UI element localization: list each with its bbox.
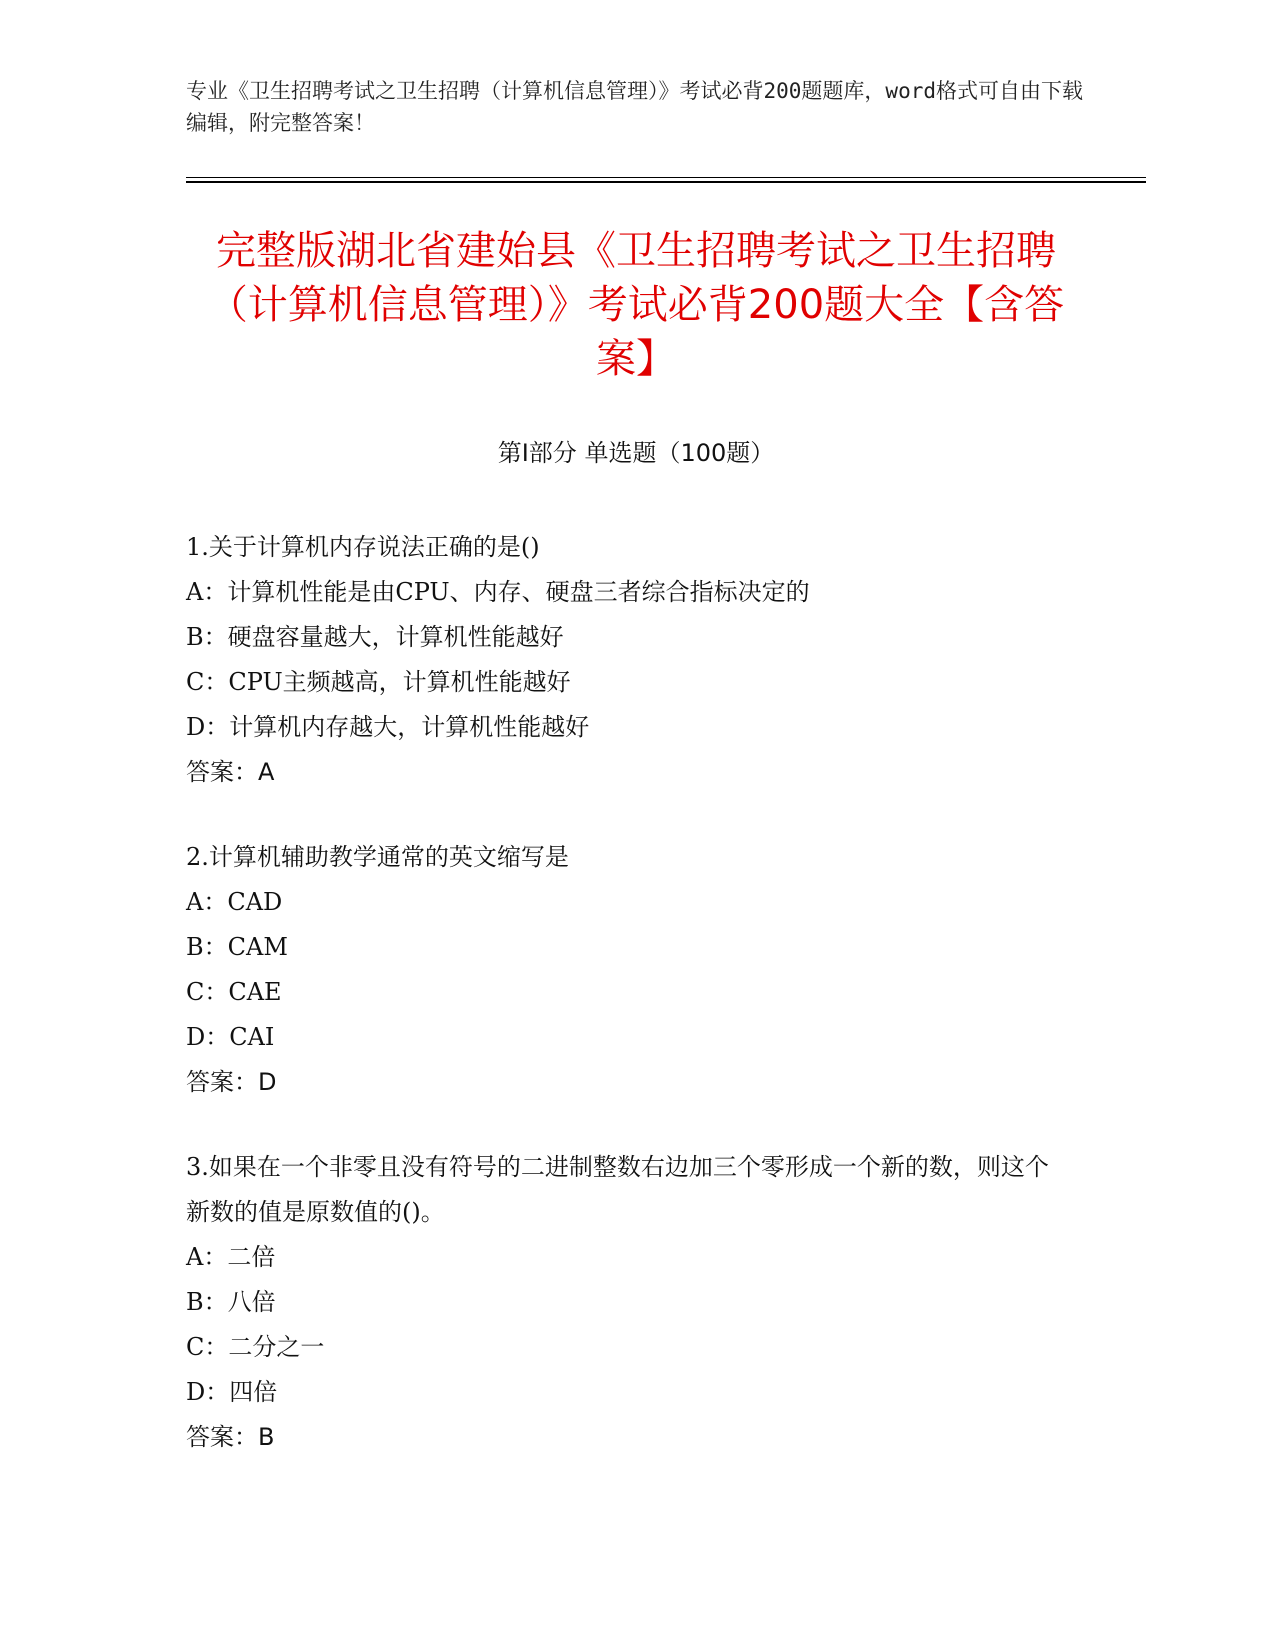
option-d: D：四倍 [186,1378,278,1406]
question-stem: 1.关于计算机内存说法正确的是() [186,533,540,561]
section-heading: 第Ⅰ部分 单选题（100题） [497,439,775,467]
option-a: A：计算机性能是由CPU、内存、硬盘三者综合指标决定的 [186,578,810,606]
option-d: D：CAI [186,1023,275,1051]
question-item [186,1145,1066,1460]
option-b: B：CAM [186,933,288,961]
header-divider-thin [186,177,1146,178]
option-b: B：八倍 [186,1288,276,1316]
option-a: A：二倍 [186,1243,276,1271]
answer-line: 答案：B [186,1423,275,1451]
answer-line: 答案：D [186,1068,277,1096]
answer-line: 答案：A [186,758,275,786]
document-title: 完整版湖北省建始县《卫生招聘考试之卫生招聘（计算机信息管理）》考试必背200题大全【含答案】 [207,228,1065,382]
option-a: A：CAD [186,888,283,916]
header-divider-thick [186,181,1146,183]
option-c: C：CAE [186,978,282,1006]
question-list [186,525,1066,1500]
option-d: D：计算机内存越大，计算机性能越好 [186,713,590,741]
question-stem: 2.计算机辅助教学通常的英文缩写是 [186,843,569,871]
option-c: C：CPU主频越高，计算机性能越好 [186,668,571,696]
header-note: 专业《卫生招聘考试之卫生招聘（计算机信息管理）》考试必背200题题库，word格式可自由下载编辑，附完整答案！ [186,79,1083,135]
question-item [186,525,1066,795]
question-item [186,835,1066,1105]
option-b: B：硬盘容量越大，计算机性能越好 [186,623,564,651]
question-stem: 3.如果在一个非零且没有符号的二进制整数右边加三个零形成一个新的数，则这个新数的值是原数值的()。 [186,1153,1049,1226]
option-c: C：二分之一 [186,1333,325,1361]
